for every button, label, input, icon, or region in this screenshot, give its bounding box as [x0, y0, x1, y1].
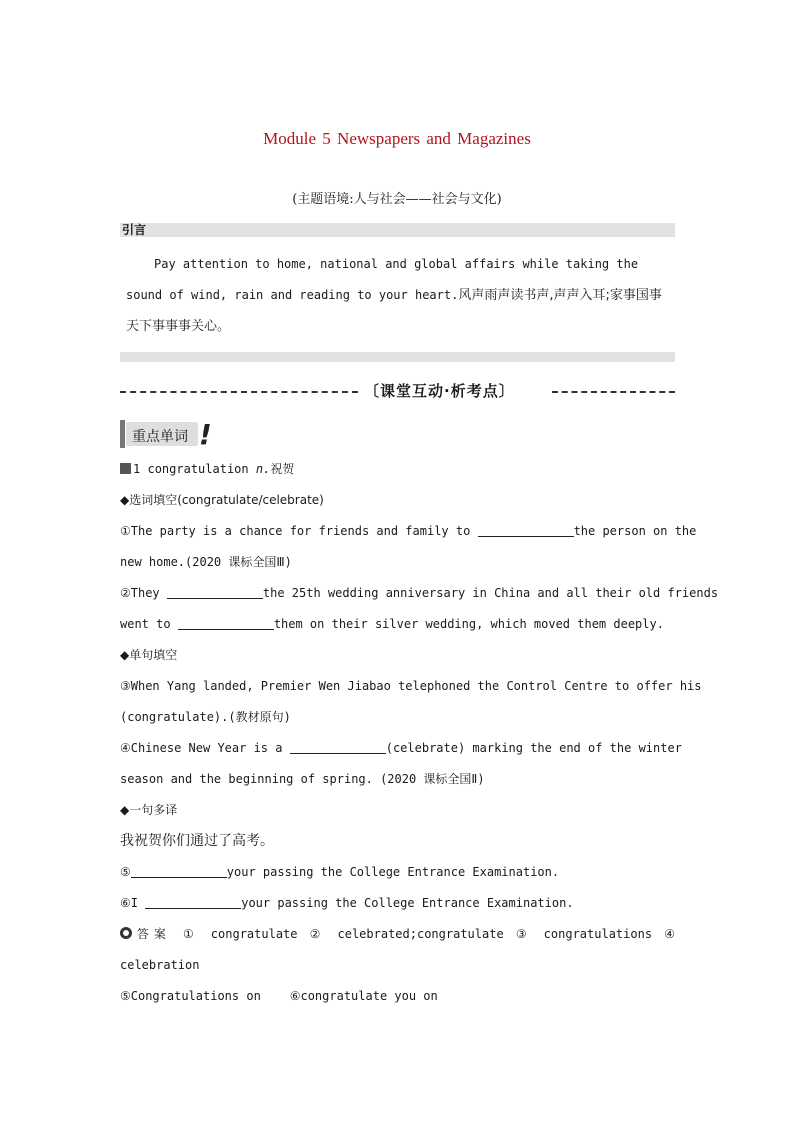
section-banner: 〔课堂互动·析考点〕	[364, 382, 515, 400]
answer-6: ⑥congratulate you on	[289, 989, 438, 1003]
q6-text-a: ⑥I	[120, 896, 138, 910]
q2-text-d: them on their silver wedding, which moved them deeply.	[273, 617, 664, 631]
part-single-heading: ◆单句填空	[120, 648, 178, 662]
item-meaning: 祝贺	[270, 462, 295, 476]
q1-line2: new home.(2020 课标全国Ⅲ)	[120, 555, 292, 569]
q2-text-a: ②They	[120, 586, 160, 600]
section-divider	[120, 378, 675, 404]
intro-label: 引言	[122, 223, 147, 237]
keywords-header	[120, 418, 212, 451]
keywords-bar	[120, 420, 125, 448]
intro-footer-band	[120, 352, 675, 362]
item-pos: n.	[255, 462, 271, 476]
q6-text-b: your passing the College Entrance Examination.	[241, 896, 574, 910]
q1-blank[interactable]	[478, 523, 574, 537]
intro-text-cn: 风声雨声读书声,声声入耳;家事国事天下事事事关心。	[126, 288, 662, 334]
q4-line2: season and the beginning of spring. (2020 课标全国Ⅱ)	[120, 772, 485, 786]
item-word: congratulation	[147, 462, 249, 476]
q1-text-b: the person on the	[573, 524, 697, 538]
q3-line2: (congratulate).(教材原句)	[120, 710, 291, 724]
square-bullet-icon	[120, 463, 131, 474]
divider-dash-left	[120, 391, 358, 393]
q2-blank-2[interactable]	[178, 616, 274, 630]
vocab-item	[120, 454, 675, 485]
q4-line1	[120, 733, 682, 764]
part-choose-heading: ◆选词填空(congratulate/celebrate)	[120, 493, 324, 507]
exercise-content	[120, 454, 719, 1012]
q2-line2	[120, 609, 675, 640]
answer-icon	[120, 927, 132, 939]
answer-line1	[120, 919, 675, 950]
q2-line1	[120, 578, 719, 609]
keywords-label: 重点单词	[132, 429, 188, 445]
q6-line	[120, 888, 675, 919]
q2-text-c: went to	[120, 617, 171, 631]
answer-label: 答案	[132, 927, 171, 941]
q5-text-b: your passing the College Entrance Examination.	[226, 865, 560, 879]
divider-dash-right	[552, 391, 675, 393]
answer-line2: celebration	[120, 958, 200, 972]
q1-text-a: ①The party is a chance for friends and family to	[120, 524, 471, 538]
translate-sentence: 我祝贺你们通过了高考。	[120, 833, 274, 849]
intro-paragraph	[126, 249, 670, 342]
answer-4-number: ④	[664, 927, 675, 941]
q5-blank[interactable]	[131, 864, 227, 878]
intro-text-en: Pay attention to home, national and global affairs while taking the sound of wind, rain and reading to your heart.	[126, 257, 639, 302]
q2-blank-1[interactable]	[167, 585, 263, 599]
answer-line3	[120, 981, 675, 1012]
part-translate-heading: ◆一句多译	[120, 803, 178, 817]
q5-line	[120, 857, 675, 888]
intro-header-band	[120, 223, 675, 237]
exclamation-icon: !	[199, 418, 212, 451]
q4-text-b: (celebrate) marking the end of the winter	[385, 741, 682, 755]
q6-blank[interactable]	[145, 895, 241, 909]
q2-text-b: the 25th wedding anniversary in China and all their old friends	[262, 586, 719, 600]
answer-3: ③ congratulations	[515, 927, 653, 941]
q5-text-a: ⑤	[120, 865, 131, 879]
q4-text-a: ④Chinese New Year is a	[120, 741, 283, 755]
answer-1: ① congratulate	[182, 927, 298, 941]
q3-line1: ③When Yang landed, Premier Wen Jiabao telephoned the Control Centre to offer his	[120, 679, 702, 693]
answer-5: ⑤Congratulations on	[120, 989, 261, 1003]
answer-2: ② celebrated;congratulate	[309, 927, 504, 941]
page-title: Module 5 Newspapers and Magazines	[263, 129, 531, 148]
item-number: 1	[133, 462, 141, 476]
topic-context: (主题语境:人与社会——社会与文化)	[292, 192, 502, 207]
q1-line1	[120, 516, 697, 547]
q4-blank[interactable]	[290, 740, 386, 754]
